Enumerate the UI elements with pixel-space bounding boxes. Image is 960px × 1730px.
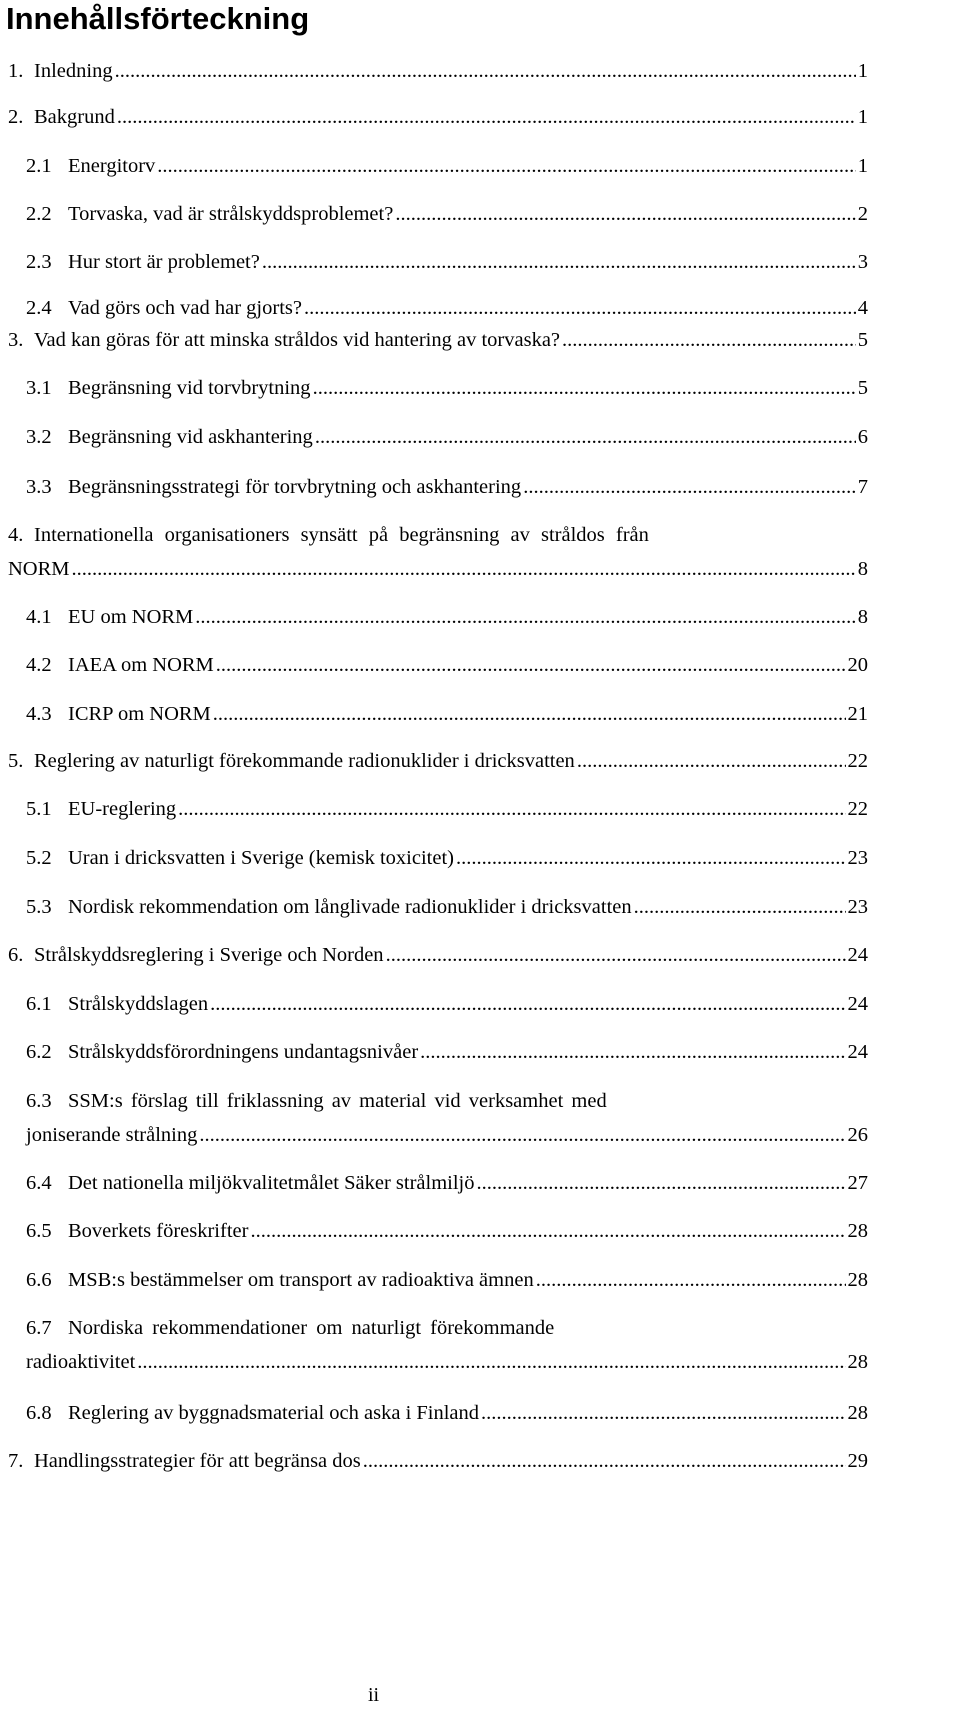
- toc-entry-6-3[interactable]: [0, 1086, 960, 1116]
- toc-entry-number: 6.5: [26, 1220, 52, 1242]
- toc-entry-page: 1: [857, 155, 868, 177]
- toc-entry-page: 24: [847, 993, 868, 1015]
- toc-entry-title: Begränsning vid askhantering: [68, 426, 313, 448]
- toc-entry-number: 6.: [8, 944, 24, 966]
- toc-entry-page: 24: [847, 1041, 868, 1063]
- toc-leader-dots: [115, 56, 856, 86]
- toc-entry-page: 28: [847, 1220, 868, 1242]
- toc-entry-page: 4: [857, 297, 868, 319]
- toc-entry-number: 2.3: [26, 251, 52, 273]
- toc-entry-number: 2.: [8, 106, 24, 128]
- toc-entry-title-line1: SSM:s förslag till friklassning av material vid verksamhet med: [68, 1090, 607, 1112]
- toc-leader-dots: [195, 602, 855, 632]
- toc-entry-title: ICRP om NORM: [68, 703, 211, 725]
- toc-entry-3[interactable]: [0, 325, 960, 355]
- toc-entry-title: MSB:s bestämmelser om transport av radioaktiva ämnen: [68, 1269, 534, 1291]
- toc-entry-6-4[interactable]: [0, 1168, 960, 1198]
- toc-leader-dots: [216, 650, 846, 680]
- toc-entry-7[interactable]: [0, 1446, 960, 1476]
- toc-entry-5-1[interactable]: [0, 794, 960, 824]
- toc-entry-title: Strålskyddsreglering i Sverige och Norden: [34, 944, 384, 966]
- toc-entry-title: NORM: [8, 558, 70, 580]
- toc-entry-6-5[interactable]: [0, 1216, 960, 1246]
- toc-leader-dots: [315, 422, 856, 452]
- toc-entry-6-1[interactable]: [0, 989, 960, 1019]
- toc-entry-page: 22: [847, 798, 868, 820]
- toc-leader-dots: [481, 1398, 845, 1428]
- toc-entry-title: Hur stort är problemet?: [68, 251, 260, 273]
- toc-entry-title: radioaktivitet: [26, 1351, 136, 1373]
- toc-entry-3-1[interactable]: [0, 373, 960, 403]
- toc-entry-4-1[interactable]: [0, 602, 960, 632]
- toc-entry-title-line1: Nordiska rekommendationer om naturligt förekommande: [68, 1317, 555, 1339]
- toc-leader-dots: [313, 373, 856, 403]
- toc-entry-number: 4.: [8, 524, 24, 546]
- toc-entry-number: 4.3: [26, 703, 52, 725]
- toc-entry-3-2[interactable]: [0, 422, 960, 452]
- toc-entry-title: Uran i dricksvatten i Sverige (kemisk toxicitet): [68, 847, 454, 869]
- toc-entry-2-2[interactable]: [0, 199, 960, 229]
- toc-entry-title: Nordisk rekommendation om långlivade radionuklider i dricksvatten: [68, 896, 632, 918]
- toc-entry-title: Handlingsstrategier för att begränsa dos: [34, 1450, 361, 1472]
- toc-entry-5[interactable]: [0, 746, 960, 776]
- toc-entry-4-continuation[interactable]: [0, 554, 960, 584]
- toc-entry-title: Inledning: [34, 60, 113, 82]
- toc-entry-2-1[interactable]: [0, 151, 960, 181]
- toc-entry-title-line1: Internationella organisationers synsätt på begränsning av stråldos från: [34, 524, 649, 546]
- toc-leader-dots: [72, 554, 856, 584]
- toc-entry-page: 7: [857, 476, 868, 498]
- toc-entry-title: Reglering av naturligt förekommande radionuklider i dricksvatten: [34, 750, 575, 772]
- toc-leader-dots: [395, 199, 855, 229]
- toc-entry-page: 6: [857, 426, 868, 448]
- toc-entry-number: 2.1: [26, 155, 52, 177]
- toc-entry-page: 28: [847, 1402, 868, 1424]
- toc-entry-page: 21: [847, 703, 868, 725]
- toc-leader-dots: [250, 1216, 845, 1246]
- toc-entry-title: IAEA om NORM: [68, 654, 214, 676]
- toc-entry-page: 28: [847, 1351, 868, 1373]
- toc-entry-page: 20: [847, 654, 868, 676]
- toc-entry-title: EU om NORM: [68, 606, 194, 628]
- toc-entry-6-7[interactable]: [0, 1313, 960, 1343]
- toc-entry-title: Begränsningsstrategi för torvbrytning och askhantering: [68, 476, 522, 498]
- toc-leader-dots: [634, 892, 846, 922]
- toc-entry-page: 26: [847, 1124, 868, 1146]
- toc-entry-title: Energitorv: [68, 155, 156, 177]
- toc-entry-number: 6.8: [26, 1402, 52, 1424]
- toc-entry-number: 6.1: [26, 993, 52, 1015]
- toc-entry-3-3[interactable]: [0, 472, 960, 502]
- toc-entry-number: 4.1: [26, 606, 52, 628]
- toc-entry-number: 5.2: [26, 847, 52, 869]
- toc-entry-number: 7.: [8, 1450, 24, 1472]
- toc-entry-4-2[interactable]: [0, 650, 960, 680]
- toc-leader-dots: [476, 1168, 845, 1198]
- toc-entry-number: 6.7: [26, 1317, 52, 1339]
- toc-entry-title: Vad görs och vad har gjorts?: [68, 297, 302, 319]
- toc-entry-page: 27: [847, 1172, 868, 1194]
- toc-entry-1[interactable]: [0, 56, 960, 86]
- toc-entry-title: Det nationella miljökvalitetmålet Säker strålmiljö: [68, 1172, 475, 1194]
- toc-entry-4-3[interactable]: [0, 699, 960, 729]
- page-title: Innehållsförteckning: [6, 1, 310, 36]
- toc-entry-5-2[interactable]: [0, 843, 960, 873]
- toc-leader-dots: [577, 746, 846, 776]
- toc-leader-dots: [178, 794, 845, 824]
- toc-entry-page: 29: [847, 1450, 868, 1472]
- toc-entry-5-3[interactable]: [0, 892, 960, 922]
- page-number: ii: [367, 1684, 380, 1706]
- toc-entry-6-7-continuation[interactable]: [0, 1347, 960, 1377]
- toc-entry-number: 4.2: [26, 654, 52, 676]
- toc-entry-title: Bakgrund: [34, 106, 115, 128]
- toc-entry-title: EU-reglering: [68, 798, 177, 820]
- toc-entry-6-8[interactable]: [0, 1398, 960, 1428]
- toc-entry-title: Begränsning vid torvbrytning: [68, 377, 311, 399]
- toc-leader-dots: [199, 1120, 845, 1150]
- toc-entry-number: 5.1: [26, 798, 52, 820]
- toc-entry-number: 3.: [8, 329, 24, 351]
- toc-entry-page: 8: [857, 558, 868, 580]
- toc-entry-page: 3: [857, 251, 868, 273]
- toc-leader-dots: [386, 940, 846, 970]
- toc-entry-number: 6.3: [26, 1090, 52, 1112]
- toc-leader-dots: [363, 1446, 846, 1476]
- toc-entry-page: 23: [847, 847, 868, 869]
- toc-leader-dots: [213, 699, 846, 729]
- toc-entry-title: Vad kan göras för att minska stråldos vid hantering av torvaska?: [34, 329, 561, 351]
- toc-leader-dots: [562, 325, 856, 355]
- toc-entry-title: Strålskyddslagen: [68, 993, 209, 1015]
- toc-leader-dots: [117, 102, 856, 132]
- toc-entry-page: 1: [857, 60, 868, 82]
- toc-entry-2-4[interactable]: [0, 293, 960, 323]
- toc-leader-dots: [523, 472, 856, 502]
- toc-leader-dots: [304, 293, 856, 323]
- toc-entry-6-6[interactable]: [0, 1265, 960, 1295]
- toc-entry-number: 3.1: [26, 377, 52, 399]
- toc-entry-title: Torvaska, vad är strålskyddsproblemet?: [68, 203, 394, 225]
- toc-entry-number: 5.3: [26, 896, 52, 918]
- toc-leader-dots: [210, 989, 845, 1019]
- toc-entry-number: 6.6: [26, 1269, 52, 1291]
- toc-entry-number: 5.: [8, 750, 24, 772]
- toc-leader-dots: [157, 151, 855, 181]
- toc-entry-number: 3.2: [26, 426, 52, 448]
- toc-leader-dots: [456, 843, 846, 873]
- toc-entry-number: 6.4: [26, 1172, 52, 1194]
- toc-entry-2-3[interactable]: [0, 247, 960, 277]
- toc-entry-2[interactable]: [0, 102, 960, 132]
- toc-entry-number: 2.4: [26, 297, 52, 319]
- toc-entry-4[interactable]: [0, 520, 960, 550]
- toc-entry-page: 28: [847, 1269, 868, 1291]
- toc-entry-page: 22: [847, 750, 868, 772]
- toc-entry-title: Boverkets föreskrifter: [68, 1220, 249, 1242]
- toc-entry-page: 23: [847, 896, 868, 918]
- toc-entry-6-3-continuation[interactable]: [0, 1120, 960, 1150]
- toc-entry-6-2[interactable]: [0, 1037, 960, 1067]
- toc-leader-dots: [137, 1347, 845, 1377]
- toc-leader-dots: [536, 1265, 846, 1295]
- toc-entry-number: 3.3: [26, 476, 52, 498]
- toc-entry-page: 2: [857, 203, 868, 225]
- toc-entry-page: 1: [857, 106, 868, 128]
- toc-entry-title: joniserande strålning: [26, 1124, 198, 1146]
- toc-entry-title: Reglering av byggnadsmaterial och aska i Finland: [68, 1402, 480, 1424]
- toc-leader-dots: [420, 1037, 845, 1067]
- toc-entry-title: Strålskyddsförordningens undantagsnivåer: [68, 1041, 419, 1063]
- toc-entry-page: 8: [857, 606, 868, 628]
- toc-leader-dots: [262, 247, 856, 277]
- toc-entry-number: 1.: [8, 60, 24, 82]
- toc-entry-page: 5: [857, 329, 868, 351]
- toc-entry-number: 2.2: [26, 203, 52, 225]
- toc-entry-number: 6.2: [26, 1041, 52, 1063]
- toc-entry-page: 24: [847, 944, 868, 966]
- toc-entry-6[interactable]: [0, 940, 960, 970]
- toc-entry-page: 5: [857, 377, 868, 399]
